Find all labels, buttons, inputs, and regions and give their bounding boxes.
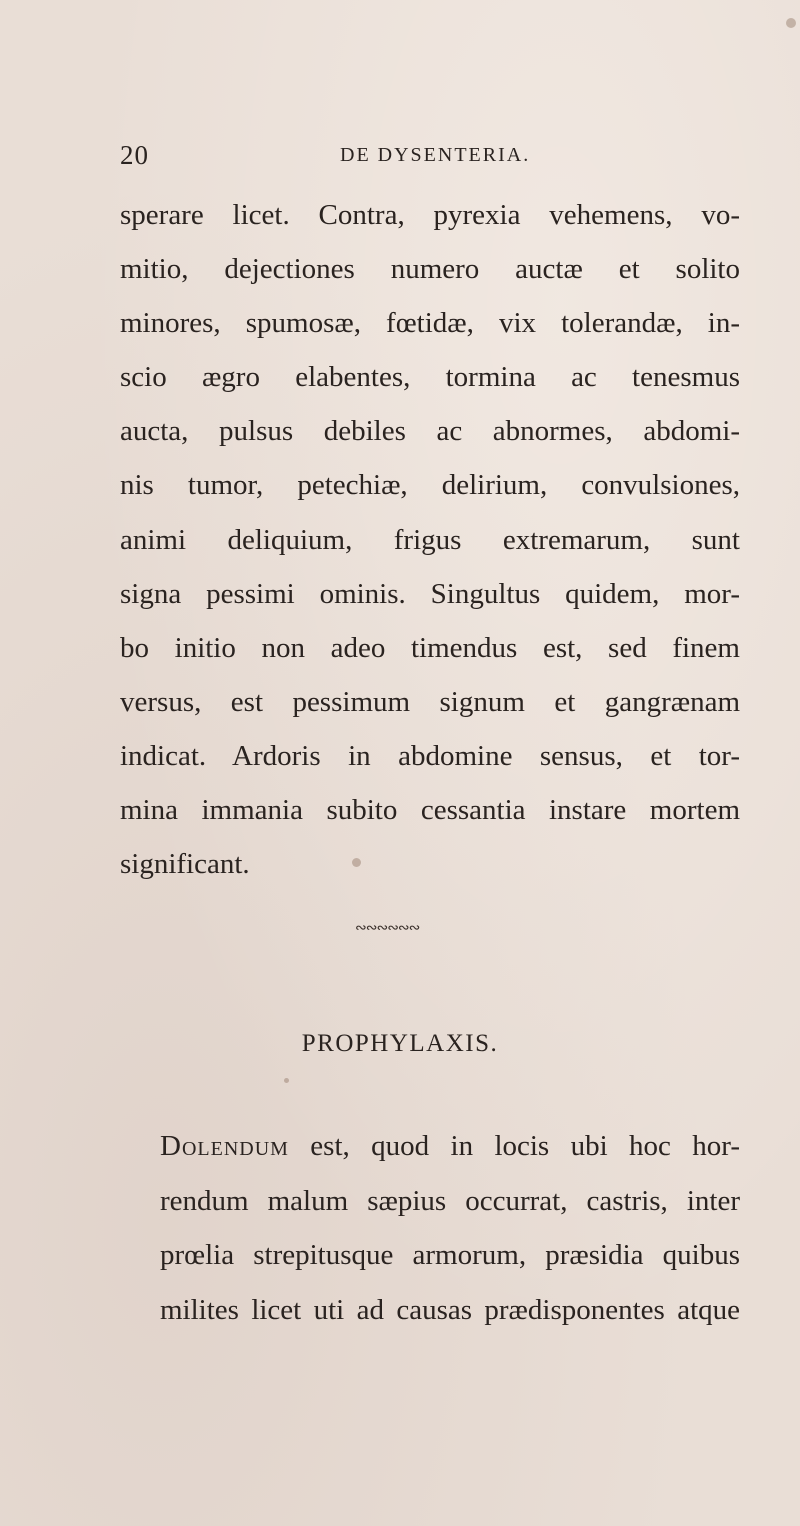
text-line: minores, spumosæ, fœtidæ, vix tolerandæ, in- xyxy=(120,307,740,340)
text-line: indicat. Ardoris in abdomine sensus, et tor- xyxy=(120,739,740,772)
section-paragraph xyxy=(160,1119,740,1337)
text-line: scio ægro elabentes, tormina ac tenesmus xyxy=(120,361,740,394)
page-number: 20 xyxy=(120,140,149,170)
paper-speck xyxy=(284,1078,289,1083)
running-head-title: DE DYSENTERIA. xyxy=(340,144,531,166)
section-first-word: Dolendum xyxy=(160,1130,289,1162)
section-heading: PROPHYLAXIS. xyxy=(301,1030,499,1057)
text-line: aucta, pulsus debiles ac abnormes, abdomi- xyxy=(120,415,740,448)
text-line: animi deliquium, frigus extremarum, sunt xyxy=(120,523,740,556)
running-head xyxy=(120,140,680,180)
text-line: significant. xyxy=(120,848,250,881)
text-line: rendum malum sæpius occurrat, castris, inter xyxy=(160,1184,740,1217)
text-line xyxy=(160,1119,740,1174)
text-line: milites licet uti ad causas prædisponentes atque xyxy=(160,1293,740,1326)
text-line: mitio, dejectiones numero auctæ et solito xyxy=(120,253,740,286)
text-line: sperare licet. Contra, pyrexia vehemens, vo- xyxy=(120,199,740,231)
text-line: nis tumor, petechiæ, delirium, convulsiones, xyxy=(120,469,740,502)
text-line: bo initio non adeo timendus est, sed finem xyxy=(120,631,740,664)
paper-speck xyxy=(352,858,361,867)
ornament-divider: ∾∾∾∾∾∾ xyxy=(355,920,420,936)
section-first-line-rest: est, quod in locis ubi hoc hor- xyxy=(288,1130,740,1162)
paper-speck xyxy=(786,18,796,28)
text-line: versus, est pessimum signum et gangrænam xyxy=(120,685,740,718)
text-line: prœlia strepitusque armorum, præsidia quibus xyxy=(160,1239,740,1271)
text-line: mina immania subito cessantia instare mortem xyxy=(120,794,740,827)
text-line: signa pessimi ominis. Singultus quidem, mor- xyxy=(120,577,740,610)
body-paragraph xyxy=(120,188,740,891)
